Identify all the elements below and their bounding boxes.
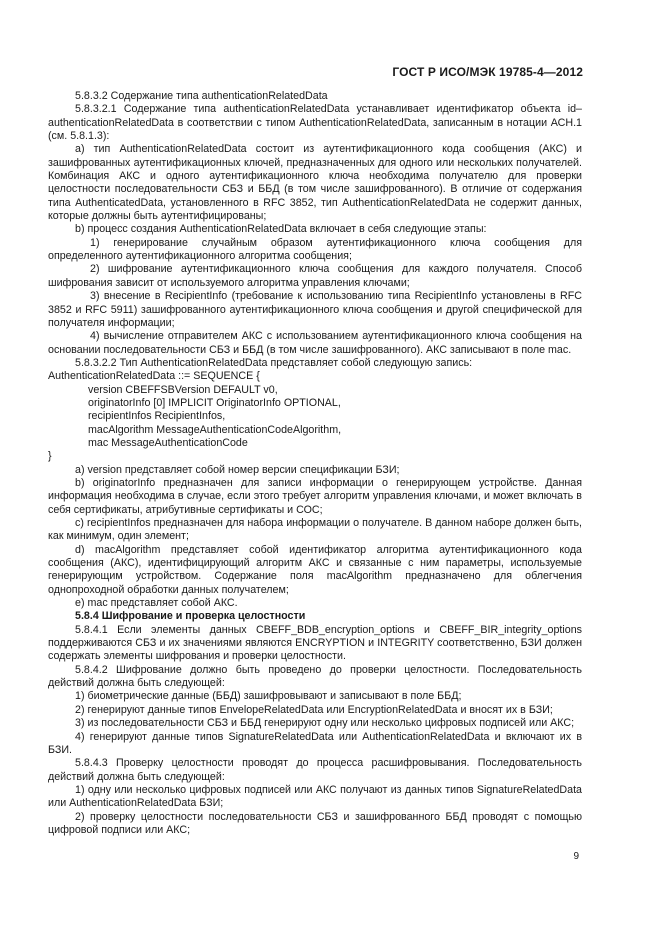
paragraph-5-8-4-3: 5.8.4.3 Проверку целостности проводят до процесса расшифровывания. Последовательность действий должна быть следующей: bbox=[48, 757, 582, 783]
list-item-b: b) originatorInfo предназначен для записи информации о генерирующем устройстве. Данная информация необходима в случае, если этого требует алгоритм управления ключами, и может включать в себя сертификаты, атрибутивные сертификаты и СОС; bbox=[48, 476, 582, 516]
code-line: version CBEFFSBVersion DEFAULT v0, bbox=[88, 383, 278, 396]
code-line: originatorInfo [0] IMPLICIT OriginatorInfo OPTIONAL, bbox=[88, 396, 341, 409]
step-2: 2) проверку целостности последовательности СБЗ и зашифрованного ББД проводят с помощью цифровой подписи или АКС; bbox=[48, 810, 582, 836]
code-line: AuthenticationRelatedData ::= SEQUENCE { bbox=[48, 370, 260, 383]
page-number: 9 bbox=[573, 851, 579, 862]
paragraph-5-8-3-2-2: 5.8.3.2.2 Тип AuthenticationRelatedData представляет собой следующую запись: bbox=[75, 356, 473, 369]
list-item-c: c) recipientInfos предназначен для набора информации о получателе. В данном наборе должен быть, как минимум, один элемент; bbox=[48, 517, 582, 543]
document-body bbox=[48, 90, 582, 837]
sub-item-3: 3) внесение в RecipientInfo (требование к использованию типа RecipientInfo установлены в RFC 3852 и RFC 5911) зашифрованного аутентификационного ключа сообщения и другой специфической для получателя информации; bbox=[48, 290, 582, 329]
sub-item-1: 1) генерирование случайным образом аутентификационного ключа сообщения для определенного аутентификационного алгоритма сообщения; bbox=[48, 236, 582, 263]
list-item-a: a) version представляет собой номер версии спецификации БЗИ; bbox=[75, 463, 400, 476]
code-line: } bbox=[48, 450, 52, 463]
list-item-e: e) mac представляет собой АКС. bbox=[75, 597, 238, 610]
sub-item-4: 4) вычисление отправителем АКС с использованием аутентификационного ключа сообщения на основании последовательности СБЗ и ББД (в том числе зашифрованного). АКС записывают в поле mac. bbox=[48, 330, 582, 356]
list-item-b: b) процесс создания AuthenticationRelatedData включает в себя следующие этапы: bbox=[75, 223, 487, 236]
paragraph-5-8-4-1: 5.8.4.1 Если элементы данных CBEFF_BDB_encryption_options и CBEFF_BIR_integrity_options поддерживаются СБЗ и их значениями являются ENCRYPTION и INTEGRITY соответственно, БЗИ должен содержать элементы шифрования и проверки целостности. bbox=[48, 623, 582, 663]
code-line: mac MessageAuthenticationCode bbox=[88, 436, 248, 449]
step-4: 4) генерируют данные типов SignatureRelatedData или AuthenticationRelatedData и включают их в БЗИ. bbox=[48, 730, 582, 756]
paragraph-5-8-4-2: 5.8.4.2 Шифрование должно быть проведено до проверки целостности. Последовательность действий должна быть следующей: bbox=[48, 663, 582, 690]
standard-header: ГОСТ Р ИСО/МЭК 19785-4—2012 bbox=[392, 65, 583, 79]
code-line: recipientInfos RecipientInfos, bbox=[88, 410, 226, 423]
code-line: macAlgorithm MessageAuthenticationCodeAlgorithm, bbox=[88, 423, 342, 436]
section-heading-5-8-3-2: 5.8.3.2 Содержание типа authenticationRelatedData bbox=[75, 90, 328, 102]
section-heading-5-8-4: 5.8.4 Шифрование и проверка целостности bbox=[75, 610, 306, 623]
sub-item-2: 2) шифрование аутентификационного ключа сообщения для каждого получателя. Способ шифрования зависит от используемого алгоритма управления ключами; bbox=[48, 263, 582, 289]
step-3: 3) из последовательности СБЗ и ББД генерируют одну или несколько цифровых подписей или АКС; bbox=[75, 717, 575, 730]
step-1: 1) биометрические данные (ББД) зашифровывают и записывают в поле ББД; bbox=[75, 690, 462, 703]
paragraph-5-8-3-2-1: 5.8.3.2.1 Содержание типа authenticationRelatedData устанавливает идентификатор объекта id–authenticationRelatedData в соответствии с типом AuthenticationRelatedData, записанным в нотации АСН.1 (см. 5.8.1.3): bbox=[48, 103, 582, 143]
list-item-a: a) тип AuthenticationRelatedData состоит из аутентификационного кода сообщения (АКС) и зашифрованных аутентификационных ключей, предназначенных для одного или нескольких получателей. Комбинация АКС и одного аутентификационного ключа необходима получателю для проверки целостности последовательности СБЗ и ББД (в том числе зашифрованного). В отличие от содержания типа AuthenticatedData, установленного в RFC 3852, тип AuthenticationRelatedData не содержит данных, которые должны быть аутентифицированы; bbox=[48, 143, 582, 223]
list-item-d: d) macAlgorithm представляет собой идентификатор алгоритма аутентификационного кода сообщения (АКС), идентифицирующий алгоритм АКС и связанные с ним параметры, используемые генерирующим устройством. Содержание поля macAlgorithm предназначено для облегчения однопроходной обработки данных получателем; bbox=[48, 543, 582, 596]
step-2: 2) генерируют данные типов EnvelopeRelatedData или EncryptionRelatedData и вносят их в БЗИ; bbox=[75, 703, 553, 716]
step-1: 1) одну или несколько цифровых подписей или АКС получают из данных типов SignatureRelatedData или AuthenticationRelatedData БЗИ; bbox=[48, 783, 582, 810]
